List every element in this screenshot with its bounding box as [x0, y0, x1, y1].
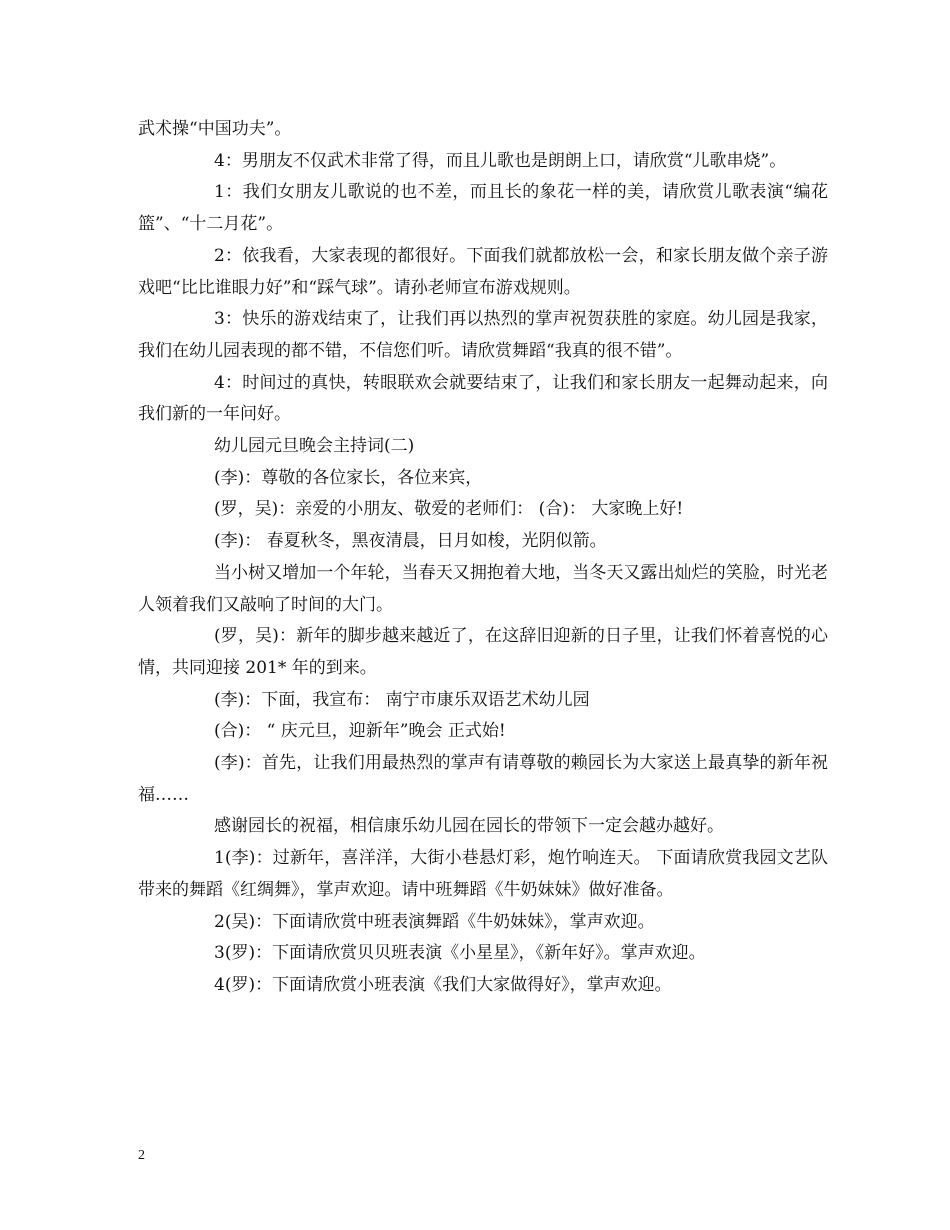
paragraph: (李)： 春夏秋冬，黑夜清晨，日月如梭，光阴似箭。: [214, 531, 607, 552]
paragraph: 1：我们女朋友儿歌说的也不差，而且长的象花一样的美，请欣赏儿歌表演“编花篮”、“十二月花”。: [138, 182, 828, 235]
document-body: [138, 114, 828, 1002]
paragraph: (李)：尊敬的各位家长，各位来宾，: [214, 467, 483, 488]
paragraph: (合)： “ 庆元旦，迎新年”晚会 正式始!: [214, 721, 506, 742]
paragraph: 武术操“中国功夫”。: [138, 119, 292, 139]
paragraph: 3：快乐的游戏结束了，让我们再以热烈的掌声祝贺获胜的家庭。幼儿园是我家，我们在幼儿园表现的都不错，不信您们听。请欣赏舞蹈“我真的很不错”。: [138, 309, 828, 361]
page-number: 2: [138, 1148, 145, 1163]
paragraph: (李)：下面，我宣布： 南宁市康乐双语艺术幼儿园: [214, 689, 590, 710]
paragraph: 当小树又增加一个年轮，当春天又拥抱着大地，当冬天又露出灿烂的笑脸，时光老人领着我们又敲响了时间的大门。: [138, 562, 828, 615]
paragraph: (李)：首先，让我们用最热烈的掌声有请尊敬的赖园长为大家送上最真挚的新年祝福……: [138, 753, 828, 805]
paragraph: 1(李)：过新年，喜洋洋，大街小巷悬灯彩，炮竹响连天。 下面请欣赏我园文艺队带来的舞蹈《红绸舞》，掌声欢迎。请中班舞蹈《牛奶妹妹》做好准备。: [138, 848, 828, 900]
section-heading: 幼儿园元旦晚会主持词(二): [214, 436, 415, 457]
paragraph: 4(罗)：下面请欣赏小班表演《我们大家做得好》，掌声欢迎。: [214, 974, 672, 995]
paragraph: 2(吴)：下面请欣赏中班表演舞蹈《牛奶妹妹》，掌声欢迎。: [214, 911, 655, 932]
paragraph: 4：男朋友不仅武术非常了得，而且儿歌也是朗朗上口，请欣赏“儿歌串烧”。: [214, 150, 787, 171]
paragraph: 2：依我看，大家表现的都很好。下面我们就都放松一会，和家长朋友做个亲子游戏吧“比比谁眼力好”和“踩气球”。请孙老师宣布游戏规则。: [138, 245, 828, 298]
paragraph: (罗，吴)：亲爱的小朋友、敬爱的老师们： (合)： 大家晚上好!: [214, 499, 684, 520]
paragraph: 4：时间过的真快，转眼联欢会就要结束了，让我们和家长朋友一起舞动起来，向我们新的一年问好。: [138, 372, 828, 425]
paragraph: 3(罗)：下面请欣赏贝贝班表演《小星星》，《新年好》。掌声欢迎。: [214, 943, 706, 964]
paragraph: 感谢园长的祝福，相信康乐幼儿园在园长的带领下一定会越办越好。: [214, 816, 724, 837]
paragraph: (罗，吴)：新年的脚步越来越近了，在这辞旧迎新的日子里，让我们怀着喜悦的心情，共同迎接 201* 年的到来。: [138, 626, 828, 678]
